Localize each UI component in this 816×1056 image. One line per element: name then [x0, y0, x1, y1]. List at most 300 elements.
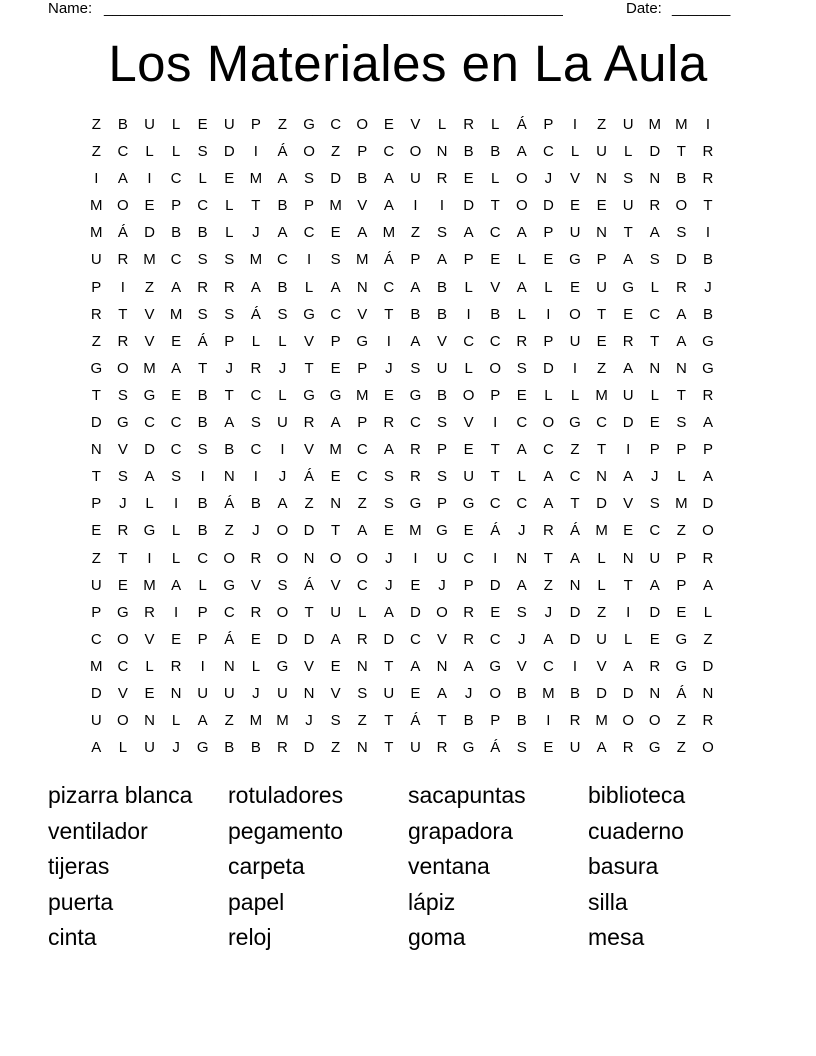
grid-letter: U — [622, 116, 634, 133]
grid-letter: O — [436, 603, 448, 621]
grid-letter: T — [118, 305, 128, 323]
word-list-item: cinta — [48, 924, 97, 951]
grid-letter: V — [410, 116, 421, 133]
grid-letter: O — [702, 522, 714, 540]
grid-letter: L — [544, 278, 553, 296]
grid-letter: C — [410, 414, 421, 432]
grid-letter: L — [145, 143, 154, 161]
grid-letter: L — [171, 712, 181, 730]
grid-letter: G — [489, 657, 502, 675]
grid-letter: C — [197, 197, 209, 215]
grid-letter: M — [90, 657, 103, 675]
grid-letter: I — [306, 251, 312, 269]
grid-letter: I — [626, 441, 631, 459]
grid-letter: S — [330, 251, 341, 269]
word-list-item: cuaderno — [588, 817, 684, 844]
grid-letter: A — [676, 305, 687, 323]
grid-letter: O — [675, 197, 688, 215]
grid-letter: C — [144, 414, 155, 432]
grid-letter: E — [144, 684, 155, 702]
word-list-item: carpeta — [228, 853, 305, 880]
grid-letter: P — [224, 332, 235, 350]
grid-letter: O — [223, 549, 236, 567]
grid-letter: M — [595, 522, 608, 540]
grid-letter: B — [516, 684, 527, 702]
grid-letter: D — [90, 684, 102, 702]
grid-letter: A — [623, 359, 634, 377]
grid-letter: L — [145, 495, 154, 513]
grid-letter: E — [197, 116, 208, 133]
header-line — [48, 0, 748, 18]
grid-letter: P — [91, 603, 102, 621]
grid-letter: T — [331, 522, 341, 540]
grid-letter: N — [170, 684, 182, 702]
grid-letter: U — [649, 549, 661, 567]
grid-letter: Á — [490, 522, 501, 540]
grid-letter: B — [277, 197, 288, 215]
grid-letter: C — [542, 441, 554, 459]
grid-letter: O — [303, 143, 315, 161]
grid-letter: P — [463, 251, 474, 269]
grid-letter: Z — [357, 495, 367, 513]
grid-letter: P — [490, 386, 501, 404]
date-label: Date: — [626, 0, 662, 17]
grid-letter: D — [383, 630, 395, 648]
grid-letter: P — [490, 712, 501, 730]
grid-letter: B — [171, 224, 182, 242]
grid-letter: S — [277, 576, 288, 594]
grid-letter: A — [410, 657, 421, 675]
grid-letter: A — [171, 359, 182, 377]
grid-letter: J — [305, 712, 313, 730]
grid-letter: T — [676, 386, 686, 404]
grid-letter: B — [437, 278, 448, 296]
date-blank-line: _______ — [672, 0, 731, 17]
grid-letter: P — [463, 576, 474, 594]
grid-letter: D — [463, 197, 475, 215]
grid-letter: I — [200, 657, 205, 675]
grid-letter: C — [356, 576, 368, 594]
grid-letter: E — [569, 278, 580, 296]
grid-letter: R — [170, 657, 182, 675]
grid-letter: E — [250, 630, 261, 648]
grid-letter: I — [280, 441, 285, 459]
grid-letter: B — [463, 143, 474, 161]
grid-letter: N — [649, 170, 661, 188]
name-blank-line: _______________________________________________________ — [104, 0, 563, 17]
grid-letter: U — [144, 739, 155, 757]
word-list-item: mesa — [588, 924, 645, 951]
grid-letter: B — [224, 441, 235, 459]
grid-letter: E — [410, 684, 421, 702]
grid-letter: Á — [569, 522, 580, 540]
grid-letter: A — [623, 657, 634, 675]
grid-letter: U — [197, 684, 209, 702]
grid-letter: G — [117, 603, 129, 621]
grid-letter: R — [463, 630, 475, 648]
grid-letter: C — [170, 251, 182, 269]
grid-letter: P — [197, 603, 208, 621]
grid-letter: M — [329, 441, 342, 459]
grid-letter: I — [546, 712, 551, 730]
grid-letter: L — [358, 603, 367, 621]
grid-letter: M — [249, 170, 263, 188]
grid-letter: A — [117, 170, 128, 188]
grid-letter: S — [117, 386, 128, 404]
grid-letter: V — [463, 414, 474, 432]
grid-letter: L — [278, 386, 287, 404]
grid-letter: P — [649, 441, 660, 459]
grid-letter: T — [543, 549, 553, 567]
grid-letter: A — [676, 332, 687, 350]
grid-letter: G — [276, 657, 289, 675]
grid-letter: T — [251, 197, 261, 215]
grid-letter: B — [197, 386, 208, 404]
grid-letter: T — [596, 441, 607, 459]
grid-letter: C — [516, 495, 528, 513]
grid-letter: B — [197, 522, 208, 540]
grid-letter: E — [596, 197, 607, 215]
grid-letter: I — [626, 603, 631, 621]
grid-letter: G — [462, 495, 475, 513]
grid-letter: E — [117, 576, 128, 594]
grid-letter: U — [622, 197, 634, 215]
grid-letter: S — [330, 712, 341, 730]
grid-letter: M — [143, 251, 156, 269]
grid-letter: G — [648, 739, 661, 757]
grid-letter: D — [649, 143, 661, 161]
grid-letter: A — [410, 278, 421, 296]
grid-letter: A — [649, 224, 660, 242]
word-list-item: reloj — [228, 924, 272, 951]
grid-letter: N — [356, 657, 368, 675]
grid-letter: Á — [224, 630, 235, 648]
grid-letter: I — [439, 197, 445, 215]
grid-letter: A — [357, 224, 368, 242]
grid-letter: C — [516, 414, 528, 432]
grid-letter: V — [623, 495, 634, 513]
grid-letter: B — [224, 739, 235, 757]
grid-letter: G — [436, 522, 448, 540]
grid-letter: B — [516, 712, 527, 730]
grid-letter: A — [330, 630, 341, 648]
grid-letter: P — [357, 143, 368, 161]
grid-letter: T — [623, 576, 633, 594]
grid-letter: O — [622, 712, 634, 730]
grid-letter: Á — [117, 224, 128, 242]
grid-letter: R — [702, 386, 714, 404]
grid-letter: C — [489, 495, 501, 513]
grid-letter: C — [223, 603, 235, 621]
grid-letter: Z — [543, 576, 553, 594]
grid-letter: R — [436, 739, 448, 757]
grid-letter: S — [516, 359, 527, 377]
grid-letter: U — [596, 143, 607, 161]
grid-letter: A — [463, 224, 474, 242]
grid-letter: M — [355, 386, 369, 404]
grid-letter: I — [94, 170, 99, 188]
grid-letter: L — [491, 170, 500, 188]
grid-letter: N — [436, 657, 448, 675]
grid-letter: L — [171, 143, 181, 161]
grid-letter: B — [463, 712, 474, 730]
grid-letter: I — [466, 305, 471, 323]
grid-letter: G — [675, 630, 688, 648]
grid-letter: D — [303, 630, 315, 648]
grid-letter: U — [144, 116, 155, 133]
grid-letter: R — [649, 657, 661, 675]
grid-letter: N — [223, 468, 235, 486]
grid-letter: L — [624, 630, 633, 648]
grid-letter: Z — [676, 739, 686, 757]
grid-letter: A — [623, 251, 634, 269]
grid-letter: R — [702, 143, 714, 161]
grid-letter: Z — [91, 143, 101, 161]
grid-letter: S — [649, 495, 660, 513]
grid-letter: V — [144, 305, 155, 323]
word-list-item: ventana — [408, 853, 490, 880]
grid-letter: I — [493, 414, 498, 432]
grid-letter: A — [224, 414, 235, 432]
grid-letter: S — [649, 251, 660, 269]
grid-letter: T — [198, 359, 208, 377]
grid-letter: P — [197, 630, 208, 648]
grid-letter: L — [570, 143, 580, 161]
word-list — [48, 778, 768, 956]
grid-letter: A — [437, 251, 448, 269]
grid-letter: T — [676, 143, 686, 161]
grid-letter: N — [516, 549, 528, 567]
grid-letter: R — [675, 278, 687, 296]
grid-letter: R — [117, 332, 129, 350]
grid-letter: C — [489, 630, 501, 648]
grid-letter: E — [463, 522, 474, 540]
grid-letter: V — [357, 305, 368, 323]
grid-letter: S — [437, 414, 448, 432]
grid-letter: T — [118, 549, 128, 567]
grid-letter: M — [143, 576, 156, 594]
grid-letter: D — [303, 739, 315, 757]
grid-letter: J — [704, 278, 712, 296]
grid-letter: U — [277, 684, 288, 702]
grid-letter: V — [117, 684, 128, 702]
grid-letter: L — [703, 603, 713, 621]
grid-letter: I — [572, 116, 578, 133]
grid-letter: E — [490, 251, 501, 269]
grid-letter: O — [489, 684, 502, 702]
grid-letter: N — [303, 684, 315, 702]
grid-letter: R — [436, 170, 448, 188]
grid-letter: C — [330, 116, 342, 133]
grid-letter: O — [515, 170, 528, 188]
grid-letter: R — [144, 603, 155, 621]
grid-letter: I — [173, 495, 179, 513]
grid-letter: U — [383, 684, 395, 702]
grid-letter: A — [543, 630, 554, 648]
grid-letter: A — [463, 657, 474, 675]
grid-letter: G — [303, 116, 315, 133]
grid-letter: L — [171, 549, 181, 567]
grid-letter: A — [171, 576, 182, 594]
grid-letter: A — [569, 549, 580, 567]
grid-letter: J — [119, 495, 127, 513]
grid-letter: G — [303, 386, 315, 404]
grid-letter: M — [143, 359, 156, 377]
grid-letter: V — [437, 332, 448, 350]
grid-letter: R — [250, 359, 262, 377]
grid-letter: U — [463, 468, 475, 486]
grid-letter: A — [543, 468, 554, 486]
grid-letter: U — [569, 224, 581, 242]
grid-letter: E — [383, 386, 394, 404]
grid-letter: P — [357, 414, 368, 432]
grid-letter: S — [383, 468, 394, 486]
grid-letter: A — [197, 712, 208, 730]
grid-letter: A — [516, 441, 527, 459]
grid-letter: Z — [331, 143, 341, 161]
grid-letter: A — [330, 414, 341, 432]
grid-letter: T — [490, 468, 500, 486]
grid-letter: J — [385, 359, 393, 377]
grid-letter: U — [90, 576, 102, 594]
grid-letter: E — [383, 116, 394, 133]
grid-letter: I — [413, 549, 418, 567]
grid-letter: S — [516, 603, 527, 621]
grid-letter: C — [542, 143, 554, 161]
grid-letter: G — [143, 386, 156, 404]
grid-letter: I — [173, 603, 179, 621]
grid-letter: O — [117, 359, 129, 377]
grid-letter: I — [386, 332, 391, 350]
grid-letter: T — [570, 495, 580, 513]
grid-letter: A — [516, 224, 527, 242]
grid-letter: G — [409, 386, 422, 404]
grid-letter: L — [491, 116, 500, 133]
grid-letter: A — [543, 495, 554, 513]
grid-letter: R — [569, 712, 581, 730]
word-list-item: lápiz — [408, 888, 456, 915]
grid-letter: I — [705, 116, 711, 133]
grid-letter: R — [410, 468, 421, 486]
grid-letter: I — [200, 468, 205, 486]
grid-letter: P — [250, 116, 261, 133]
grid-letter: E — [330, 224, 341, 242]
grid-letter: S — [623, 170, 634, 188]
grid-letter: I — [572, 657, 578, 675]
grid-letter: N — [675, 359, 687, 377]
grid-letter: J — [278, 468, 287, 486]
grid-letter: L — [225, 224, 234, 242]
page-title: Los Materiales en La Aula — [108, 35, 708, 92]
word-list-item: puerta — [48, 888, 114, 915]
grid-letter: L — [570, 386, 580, 404]
grid-letter: D — [675, 251, 687, 269]
grid-letter: O — [329, 549, 342, 567]
grid-letter: E — [463, 170, 474, 188]
grid-letter: D — [702, 495, 714, 513]
grid-letter: U — [410, 739, 421, 757]
grid-letter: A — [330, 278, 341, 296]
grid-letter: G — [675, 657, 688, 675]
grid-letter: T — [384, 657, 394, 675]
grid-letter: E — [463, 441, 474, 459]
grid-letter: O — [702, 739, 714, 757]
grid-letter: T — [490, 441, 500, 459]
grid-letter: P — [543, 224, 554, 242]
grid-letter: J — [172, 739, 180, 757]
grid-letter: S — [410, 359, 421, 377]
grid-letter: U — [596, 278, 607, 296]
grid-letter: R — [410, 441, 421, 459]
grid-letter: C — [383, 278, 395, 296]
grid-letter: A — [250, 278, 261, 296]
grid-letter: Z — [676, 522, 686, 540]
grid-letter: M — [382, 224, 396, 242]
grid-letter: E — [543, 739, 554, 757]
grid-letter: E — [490, 603, 501, 621]
grid-letter: B — [250, 739, 261, 757]
grid-letter: D — [649, 603, 661, 621]
grid-letter: E — [171, 332, 182, 350]
grid-letter: D — [596, 684, 607, 702]
grid-letter: P — [410, 251, 421, 269]
grid-letter: L — [624, 143, 633, 161]
grid-letter: G — [569, 251, 581, 269]
grid-letter: D — [223, 143, 235, 161]
grid-letter: I — [253, 143, 258, 161]
grid-letter: R — [303, 414, 315, 432]
grid-letter: L — [517, 251, 526, 269]
grid-letter: L — [597, 549, 606, 567]
grid-letter: G — [196, 739, 209, 757]
grid-letter: U — [90, 712, 102, 730]
grid-letter: A — [277, 170, 288, 188]
grid-letter: T — [224, 386, 234, 404]
grid-letter: Z — [224, 712, 234, 730]
grid-letter: A — [516, 576, 527, 594]
grid-letter: N — [596, 224, 607, 242]
grid-letter: R — [356, 630, 368, 648]
grid-letter: O — [276, 549, 289, 567]
grid-letter: D — [90, 414, 102, 432]
grid-letter: E — [516, 386, 527, 404]
grid-letter: I — [705, 224, 711, 242]
grid-letter: R — [250, 603, 262, 621]
grid-letter: G — [569, 414, 581, 432]
grid-letter: R — [250, 549, 262, 567]
grid-letter: D — [569, 630, 581, 648]
grid-letter: L — [544, 386, 553, 404]
grid-letter: O — [117, 712, 129, 730]
grid-letter: Z — [357, 712, 367, 730]
grid-letter: Á — [516, 116, 527, 133]
grid-letter: L — [517, 305, 526, 323]
grid-letter: U — [622, 386, 634, 404]
grid-letter: U — [277, 414, 288, 432]
grid-letter: S — [437, 224, 448, 242]
grid-letter: R — [223, 278, 235, 296]
grid-letter: B — [490, 305, 501, 323]
grid-letter: V — [330, 576, 341, 594]
grid-letter: M — [90, 224, 103, 242]
grid-letter: O — [489, 359, 502, 377]
grid-letter: M — [329, 197, 342, 215]
grid-letter: V — [330, 684, 341, 702]
grid-letter: G — [409, 495, 422, 513]
grid-letter: M — [90, 197, 103, 215]
grid-letter: D — [569, 603, 581, 621]
grid-letter: O — [542, 414, 555, 432]
